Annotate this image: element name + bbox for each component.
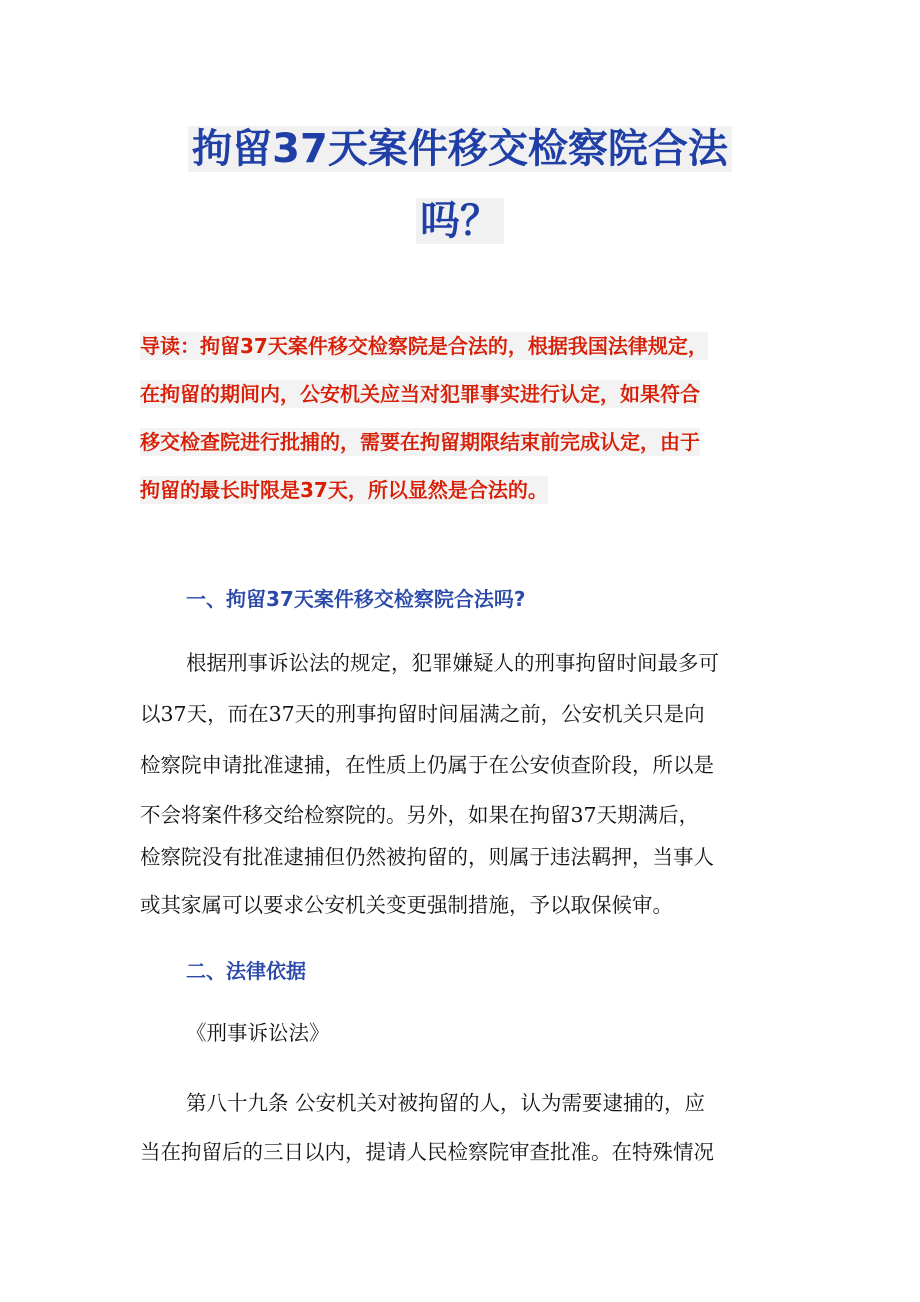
lead-line-4: 拘留的最长时限是37天，所以显然是合法的。: [140, 478, 548, 502]
page-title-line-2: 吗？: [0, 188, 920, 254]
section-2-heading: 二、法律依据: [186, 959, 306, 983]
section-1-line-5: 检察院没有批准逮捕但仍然被拘留的，则属于违法羁押，当事人: [140, 845, 714, 869]
section-2-line-1: 第八十九条 公安机关对被拘留的人，认为需要逮捕的，应: [186, 1091, 706, 1115]
section-1-heading: 一、拘留37天案件移交检察院合法吗?: [186, 587, 526, 611]
section-1-line-2: 以37天，而在37天的刑事拘留时间届满之前，公安机关只是向: [140, 702, 705, 726]
lead-line-1: 导读：拘留37天案件移交检察院是合法的，根据我国法律规定，: [140, 334, 708, 358]
section-1-line-4: 不会将案件移交给检察院的。另外，如果在拘留37天期满后，: [140, 803, 700, 827]
law-name: 《刑事诉讼法》: [186, 1021, 330, 1045]
section-1-line-3: 检察院申请批准逮捕，在性质上仍属于在公安侦查阶段，所以是: [140, 753, 714, 777]
section-2-line-2: 当在拘留后的三日以内，提请人民检察院审查批准。在特殊情况: [140, 1140, 714, 1164]
section-1-line-6: 或其家属可以要求公安机关变更强制措施，予以取保候审。: [140, 893, 673, 917]
lead-line-3: 移交检查院进行批捕的，需要在拘留期限结束前完成认定，由于: [140, 430, 700, 454]
lead-line-2: 在拘留的期间内，公安机关应当对犯罪事实进行认定，如果符合: [140, 382, 700, 406]
section-1-line-1: 根据刑事诉讼法的规定，犯罪嫌疑人的刑事拘留时间最多可: [186, 651, 719, 675]
page-title-line-1: 拘留37天案件移交检察院合法: [0, 116, 920, 182]
